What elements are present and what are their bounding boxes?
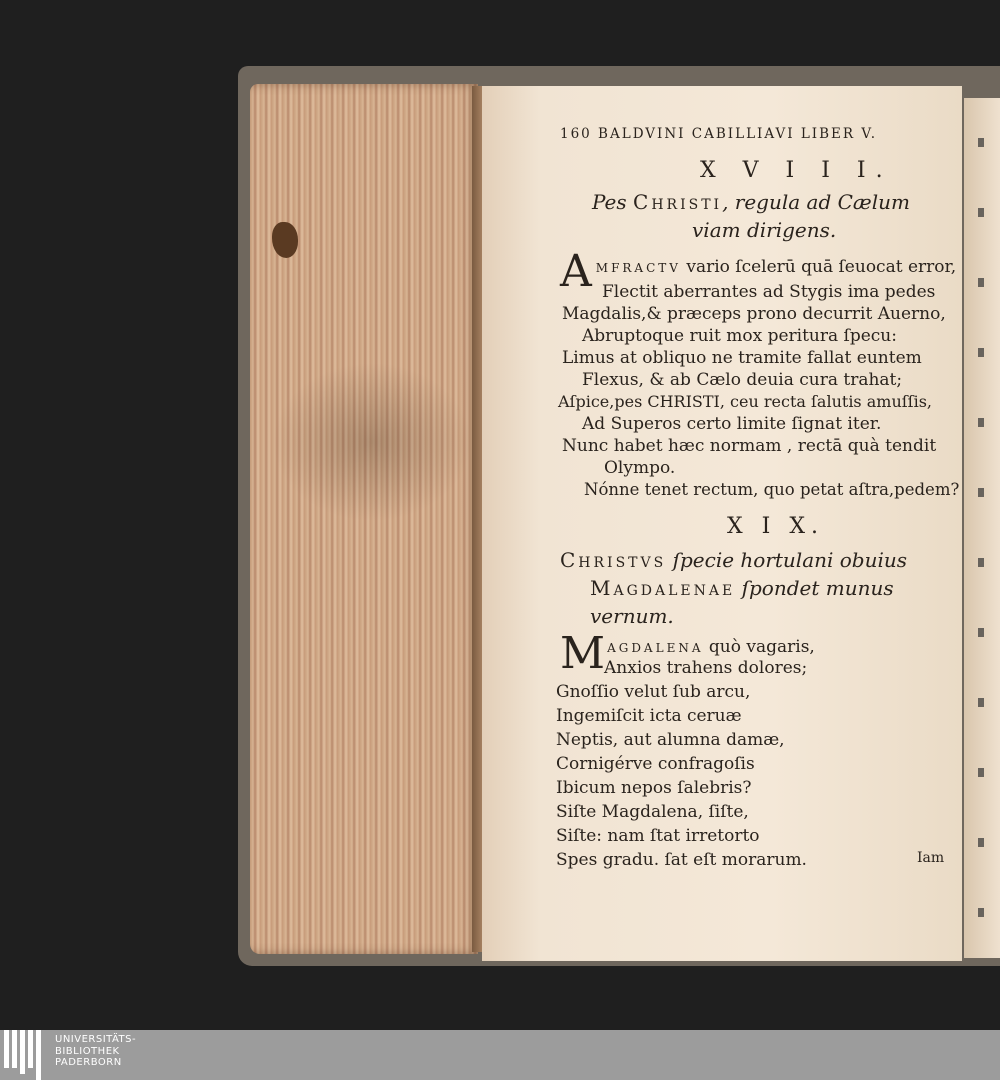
verse-line: Siſte: nam ſtat irretorto (556, 826, 760, 846)
verse-line: Olympo. (604, 458, 676, 478)
section-title-line2 (590, 576, 894, 600)
verse-line: Neptis, aut alumna damæ, (556, 730, 785, 750)
verse-line: Anxios trahens dolores; (604, 658, 808, 678)
title-text: ſpecie hortulani obuius (666, 548, 908, 572)
section-number: X V I I I. (700, 158, 893, 183)
first-word: AGDALENA (607, 641, 704, 655)
title-text: Pes (592, 190, 634, 214)
title-smallcaps: Magdalenae (590, 576, 736, 600)
title-smallcaps: Christvs (560, 548, 667, 572)
open-book (232, 62, 1000, 967)
verse-text: vario ſcelerū quā ſeuocat error, (680, 257, 957, 277)
verse-line: Flexus, & ab Cælo deuia cura trahat; (582, 370, 903, 390)
verse-line: Abruptoque ruit mox peritura ſpecu: (582, 326, 897, 346)
library-logo-text (55, 1034, 136, 1069)
first-word: MFRACTV (595, 261, 681, 275)
catchword: Iam (917, 850, 945, 866)
logo-line: BIBLIOTHEK (55, 1045, 120, 1057)
verse-line: Aſpice,pes CHRISTI, ceu recta ſalutis amuſſis, (558, 392, 932, 411)
library-logo-icon (4, 1030, 44, 1080)
section-title-line1 (592, 190, 910, 214)
verse-line: Siſte Magdalena, ſiſte, (556, 802, 749, 822)
verse-line: Ibicum nepos ſalebris? (556, 778, 752, 798)
verse-line: Ingemiſcit icta ceruæ (556, 706, 742, 726)
verse-text: quò vagaris, (703, 637, 815, 657)
title-text: , regula ad Cælum (722, 190, 910, 214)
verse-line: Flectit aberrantes ad Stygis ima pedes (602, 282, 936, 302)
verse-line: Gnoſſio velut ſub arcu, (556, 682, 751, 702)
section-title-line2: viam dirigens. (692, 218, 837, 242)
verse-line: Nónne tenet rectum, quo petat aſtra,pedem? (584, 480, 960, 499)
facing-page-edge (964, 98, 1000, 958)
verse-line: Limus at obliquo ne tramite fallat euntem (562, 348, 922, 368)
fore-edge-shading (272, 362, 472, 522)
title-smallcaps: Christi (633, 190, 723, 214)
logo-line: UNIVERSITÄTS- (55, 1034, 137, 1045)
ink-stain (272, 222, 298, 258)
section-number: X I X. (727, 514, 824, 539)
running-head: 160 BALDVINI CABILLIAVI LIBER V. (560, 126, 878, 142)
verse-line: Nunc habet hæc normam , rectā quà tendit (562, 436, 937, 456)
logo-line: PADERBORN (55, 1057, 122, 1068)
section-title-line3: vernum. (590, 604, 674, 628)
title-text: ſpondet munus (735, 576, 894, 600)
verse-line: Spes gradu. ſat eſt morarum. (556, 850, 807, 870)
verse-line: Ad Superos certo limite ſignat iter. (582, 414, 882, 434)
footer-bar (0, 1030, 1000, 1080)
section-title-line1 (560, 548, 907, 572)
verse-line: Magdalis,& præceps prono decurrit Auerno, (562, 304, 946, 324)
book-page (482, 86, 962, 961)
verse-line: Cornigérve confragoſis (556, 754, 755, 774)
drop-cap: M (560, 628, 606, 679)
drop-cap: A (560, 246, 592, 297)
facing-page-text-marks (978, 138, 984, 918)
